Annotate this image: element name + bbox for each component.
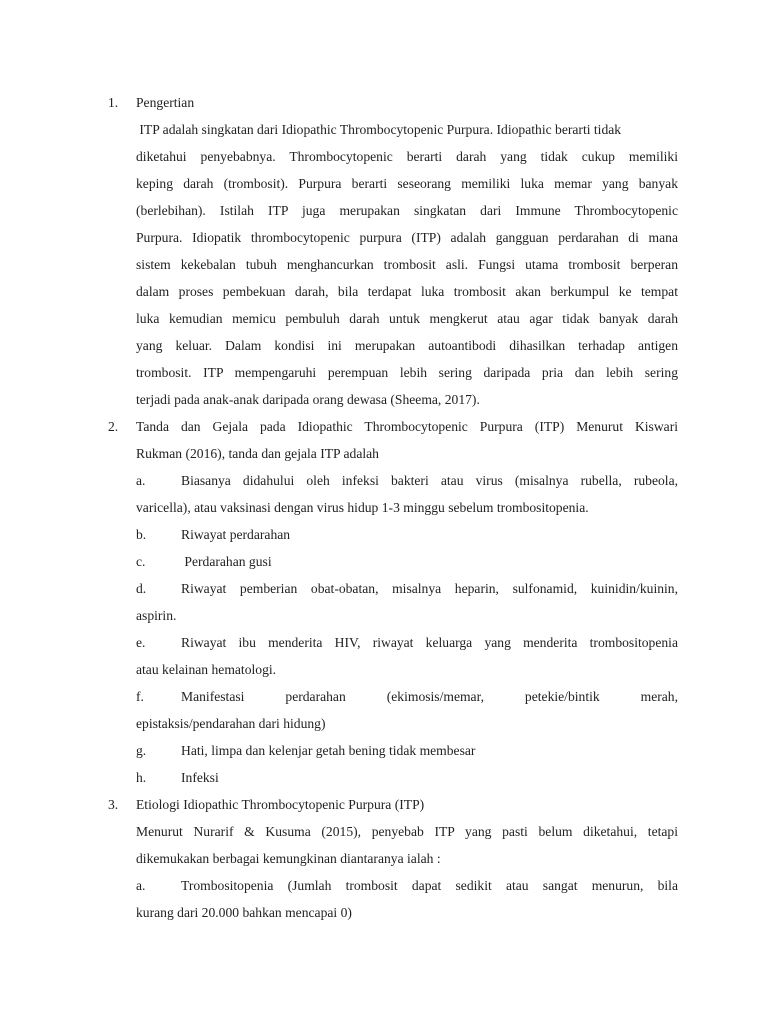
section-3-item-a-marker: a. xyxy=(136,878,146,893)
section-2-item-c-marker: c. xyxy=(136,554,146,569)
section-2-number: 2. xyxy=(108,419,119,434)
section-2-item-g-marker: g. xyxy=(136,743,147,758)
section-2-item-d-marker: d. xyxy=(136,581,147,596)
section-2-item-f-word-1: Manifestasi xyxy=(181,689,245,704)
section-2-item-f-word-4: petekie/bintik xyxy=(524,689,600,704)
section-3-item-a-line-2: kurang dari 20.000 bahkan mencapai 0) xyxy=(136,905,352,920)
section-2-item-d-line-1: Riwayat pemberian obat-obatan, misalnya heparin, sulfonamid, kuinidin/kuinin, xyxy=(181,581,678,596)
section-1-heading: Pengertian xyxy=(136,95,195,110)
section-2-item-h-text: Infeksi xyxy=(181,770,219,785)
section-1-line-5: Purpura. Idiopatik thrombocytopenic purpura (ITP) adalah gangguan perdarahan di mana xyxy=(136,230,678,245)
section-1-line-8: luka kemudian memicu pembuluh darah untuk mengkerut atau agar tidak banyak darah xyxy=(136,311,678,326)
section-2-item-a-line-1: Biasanya didahului oleh infeksi bakteri atau virus (misalnya rubella, rubeola, xyxy=(181,473,678,488)
section-2-item-b-marker: b. xyxy=(136,527,147,542)
section-1-line-11: terjadi pada anak-anak daripada orang dewasa (Sheema, 2017). xyxy=(136,392,480,407)
section-2-item-f-word-3: (ekimosis/memar, xyxy=(386,689,484,704)
section-2-item-g-text: Hati, limpa dan kelenjar getah bening tidak membesar xyxy=(181,743,476,758)
section-1-number: 1. xyxy=(108,95,119,110)
section-2-item-f-line-2: epistaksis/pendarahan dari hidung) xyxy=(136,716,326,731)
section-2-item-d-line-2: aspirin. xyxy=(136,608,177,623)
section-3-item-a-line-1: Trombositopenia (Jumlah trombosit dapat sedikit atau sangat menurun, bila xyxy=(181,878,678,893)
section-2-item-f-line-1 xyxy=(181,684,678,711)
section-3-line-2: dikemukakan berbagai kemungkinan diantaranya ialah : xyxy=(136,851,441,866)
section-2-item-h-marker: h. xyxy=(136,770,147,785)
section-2-heading-line-2: Rukman (2016), tanda dan gejala ITP adalah xyxy=(136,446,379,461)
section-2-item-e-marker: e. xyxy=(136,635,146,650)
section-2-item-c-text: Perdarahan gusi xyxy=(181,554,272,569)
section-2-item-f-word-5: merah, xyxy=(640,689,678,704)
section-2-item-a-marker: a. xyxy=(136,473,146,488)
section-2-item-f-word-2: perdarahan xyxy=(285,689,346,704)
section-1-line-6: sistem kekebalan tubuh menghancurkan trombosit asli. Fungsi utama trombosit berperan xyxy=(136,257,678,272)
section-3-heading: Etiologi Idiopathic Thrombocytopenic Purpura (ITP) xyxy=(136,797,425,812)
section-2-item-e-line-2: atau kelainan hematologi. xyxy=(136,662,277,677)
section-1-line-1: ITP adalah singkatan dari Idiopathic Thrombocytopenic Purpura. Idiopathic berarti tidak xyxy=(136,122,622,137)
section-2-item-b-text: Riwayat perdarahan xyxy=(181,527,291,542)
section-3-line-1: Menurut Nurarif & Kusuma (2015), penyebab ITP yang pasti belum diketahui, tetapi xyxy=(136,824,678,839)
section-1-line-9: yang keluar. Dalam kondisi ini merupakan autoantibodi dihasilkan terhadap antigen xyxy=(136,338,678,353)
section-1-line-2: diketahui penyebabnya. Thrombocytopenic berarti darah yang tidak cukup memiliki xyxy=(136,149,678,164)
section-1-line-3: keping darah (trombosit). Purpura berarti seseorang memiliki luka memar yang banyak xyxy=(136,176,678,191)
section-1-line-10: trombosit. ITP mempengaruhi perempuan lebih sering daripada pria dan lebih sering xyxy=(136,365,678,380)
section-3-number: 3. xyxy=(108,797,119,812)
section-2-heading-line-1: Tanda dan Gejala pada Idiopathic Thrombocytopenic Purpura (ITP) Menurut Kiswari xyxy=(136,419,678,434)
section-1-line-4: (berlebihan). Istilah ITP juga merupakan singkatan dari Immune Thrombocytopenic xyxy=(136,203,678,218)
section-2-item-a-line-2: varicella), atau vaksinasi dengan virus hidup 1-3 minggu sebelum trombositopenia. xyxy=(136,500,589,515)
section-1-line-7: dalam proses pembekuan darah, bila terdapat luka trombosit akan berkumpul ke tempat xyxy=(136,284,678,299)
section-2-item-f-marker: f. xyxy=(136,689,144,704)
section-2-item-e-line-1: Riwayat ibu menderita HIV, riwayat keluarga yang menderita trombositopenia xyxy=(181,635,678,650)
